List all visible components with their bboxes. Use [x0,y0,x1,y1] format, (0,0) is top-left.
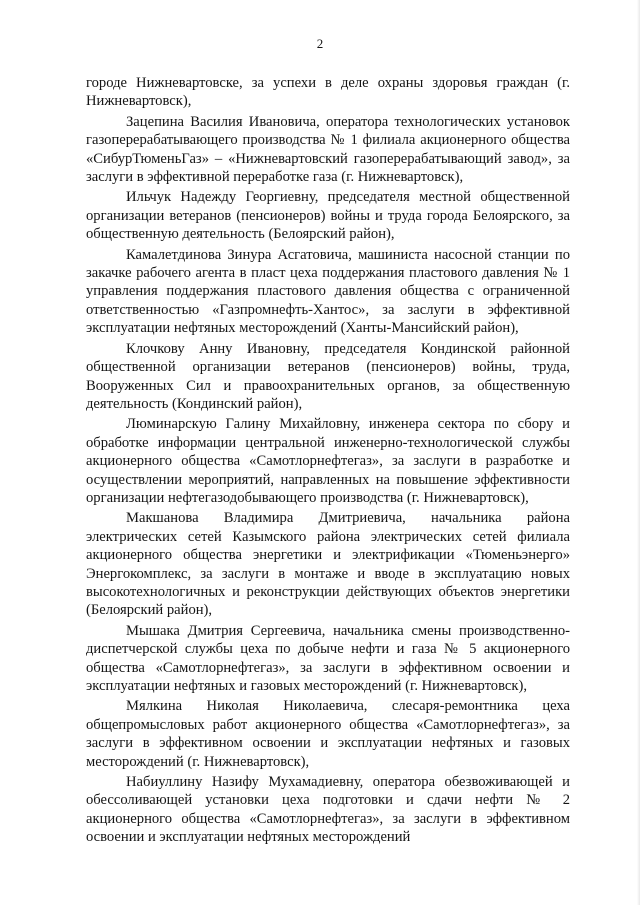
paragraph-zatsepin: Зацепина Василия Ивановича, оператора технологических установок газоперерабатывающего производства № 1 филиала акционерного общества «СибурТюменьГаз» – «Нижневартовский газоперерабатывающий завод», за заслуги в эффективной переработке газа (г. Нижневартовск), [86,113,570,186]
paragraph-luminarskaya: Люминарскую Галину Михайловну, инженера сектора по сбору и обработке информации центральной инженерно-технологической службы акционерного общества «Самотлорнефтегаз», за заслуги в разработке и осуществлении мероприятий, направленных на повышение эффективности организации нефтегазодобывающего производства (г. Нижневартовск), [86,416,570,506]
paragraph-makshanov: Макшанова Владимира Дмитриевича, начальника района электрических сетей Казымского района электрических сетей филиала акционерного общества энергетики и электрификации «Тюменьэнерго» Энергокомплекс, за заслуги в монтаже и вводе в эксплуатацию новых высокотехнологичных и реконструкции действующих объектов энергетики (Белоярский район), [86,510,570,619]
page-number: 2 [316,36,324,51]
paragraph-myalkin: Мялкина Николая Николаевича, слесаря-ремонтника цеха общепромысловых работ акционерного общества «Самотлорнефтегаз», за заслуги в эффективном освоении и эксплуатации нефтяных и газовых месторождений (г. Нижневартовск), [86,698,570,770]
paragraph-kamaletdinov: Камалетдинова Зинура Асгатовича, машиниста насосной станции по закачке рабочего агента в пласт цеха поддержания пластового давления № 1 управления поддержания пластового давления общества с ограниченной ответственностью «Газпромнефть-Хантос», за заслуги в эффективной эксплуатации нефтяных месторождений (Ханты-Мансийский район), [86,246,570,337]
paragraph-continuation: городе Нижневартовске, за успехи в деле охраны здоровья граждан (г. Нижневартовск), [86,75,570,110]
paragraph-nabiullina: Набиуллину Назифу Мухамадиевну, оператора обезвоживающей и обессоливающей установки цеха подготовки и сдачи нефти № 2 акционерного общества «Самотлорнефтегаз», за заслуги в эффективном освоении и эксплуатации нефтяных месторождений [86,774,570,846]
paragraph-klochkova: Клочкову Анну Ивановну, председателя Кондинской районной общественной организации ветеранов (пенсионеров) войны, труда, Вооруженных Сил и правоохранительных органов, за общественную деятельность (Кондинский район), [86,340,570,412]
paragraph-ilchuk: Ильчук Надежду Георгиевну, председателя местной общественной организации ветеранов (пенсионеров) войны и труда города Белоярского, за общественную деятельность (Белоярский район), [86,189,570,243]
paragraph-myshak: Мышака Дмитрия Сергеевича, начальника смены производственно-диспетчерской службы цеха по добыче нефти и газа № 5 акционерного общества «Самотлорнефтегаз», за заслуги в эффективном освоении и эксплуатации нефтяных и газовых месторождений (г. Нижневартовск), [86,622,570,694]
document-body [86,74,570,847]
